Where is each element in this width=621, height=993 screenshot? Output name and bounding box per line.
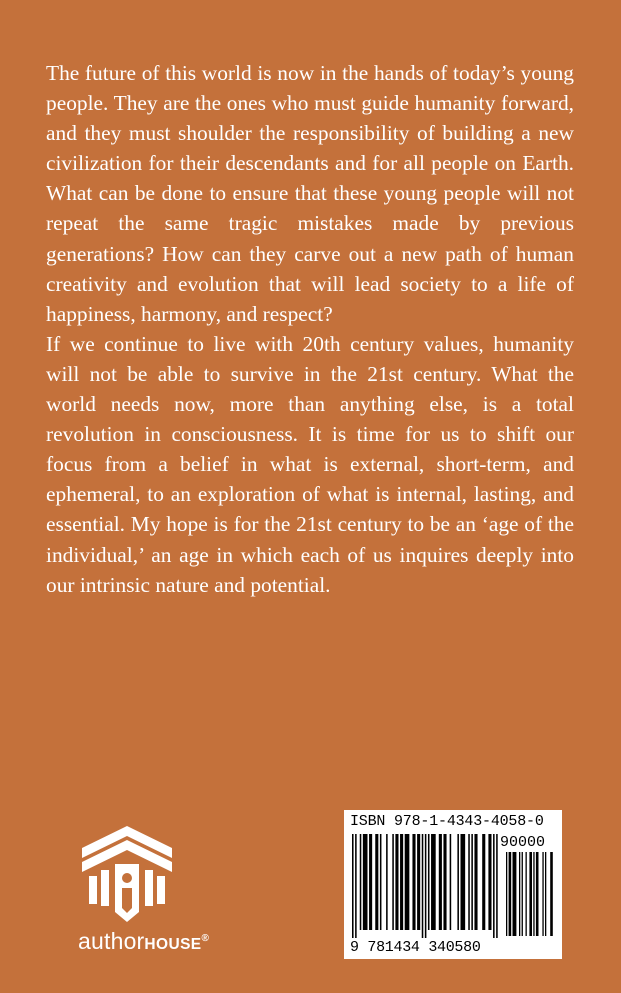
barcode-bar (513, 852, 517, 936)
barcode-bar (542, 852, 543, 936)
barcode-bar (405, 834, 410, 930)
isbn-barcode (344, 810, 562, 959)
barcode-bar (428, 834, 430, 930)
barcode-bar (352, 834, 354, 938)
publisher-wordmark (78, 928, 209, 955)
barcode-bar (443, 834, 446, 930)
barcode-bar (400, 834, 403, 930)
blurb-paragraph-1: The future of this world is now in the hands of today’s young people. They are the ones who must guide humanity forward, and they must shoulder the responsibility of building a new civilization for their descendants and for all people on Earth. What can be done to ensure that these young people will not repeat the same tragic mistakes made by previous generations? How can they carve out a new path of human creativity and evolution that will lead society to a life of happiness, harmony, and respect? (46, 61, 574, 326)
barcode-bar (461, 834, 466, 930)
barcode-bar (519, 852, 520, 936)
barcode-bar (529, 852, 532, 936)
barcode-bar (526, 852, 527, 936)
addon-barcode-bars (506, 852, 554, 938)
ean-barcode-bars (352, 834, 498, 938)
registered-mark: ® (201, 932, 209, 944)
barcode-bar (550, 852, 553, 936)
barcode-bar (493, 834, 495, 938)
price-code: 90000 (500, 834, 546, 851)
barcode-bar (509, 852, 512, 936)
publisher-name-upper: HOUSE (144, 936, 202, 953)
barcode-bar (431, 834, 436, 930)
barcode-bar (392, 834, 394, 930)
publisher-name-lower: author (78, 928, 145, 954)
barcode-bar (468, 834, 470, 930)
book-house-icon (82, 826, 172, 924)
barcode-bar (450, 834, 452, 930)
barcode-bar (422, 834, 424, 938)
barcode-bar (439, 834, 442, 930)
barcode-bar (355, 834, 357, 938)
barcode-bar (457, 834, 459, 930)
barcode-bar (425, 834, 427, 938)
barcode-bar (474, 834, 477, 930)
barcode-bar (417, 834, 420, 930)
barcode-bar (533, 852, 534, 936)
barcode-bar (471, 834, 473, 930)
barcode-bar (536, 852, 539, 936)
barcode-bar (482, 834, 485, 930)
barcode-bar (522, 852, 523, 936)
barcode-bar (375, 834, 378, 930)
barcode-bar (395, 834, 398, 930)
barcode-bar (363, 834, 368, 930)
barcode-bar (488, 834, 491, 930)
barcode-bar (496, 834, 498, 938)
barcode-bar (386, 834, 388, 930)
ean-digits: 9 781434 340580 (350, 939, 481, 956)
barcode-bar (412, 834, 415, 930)
isbn-label: ISBN 978-1-4343-4058-0 (350, 813, 544, 830)
blurb-paragraph-2: If we continue to live with 20th century values, humanity will not be able to survive in the 21st century. What the world needs now, more than anything else, is a total revolution in consciousness. It is time for us to shift our focus from a belief in what is external, short-term, and ephemeral, to an exploration of what is internal, lasting, and essential. My hope is for the 21st century to be an ‘age of the individual,’ an age in which each of us inquires deeply into our intrinsic nature and potential. (46, 331, 574, 597)
barcode-bar (360, 834, 362, 930)
barcode-bar (545, 852, 546, 936)
barcode-bar (506, 852, 507, 936)
barcode-bar (380, 834, 382, 930)
barcode-bar (369, 834, 372, 930)
back-cover-blurb (46, 58, 574, 600)
